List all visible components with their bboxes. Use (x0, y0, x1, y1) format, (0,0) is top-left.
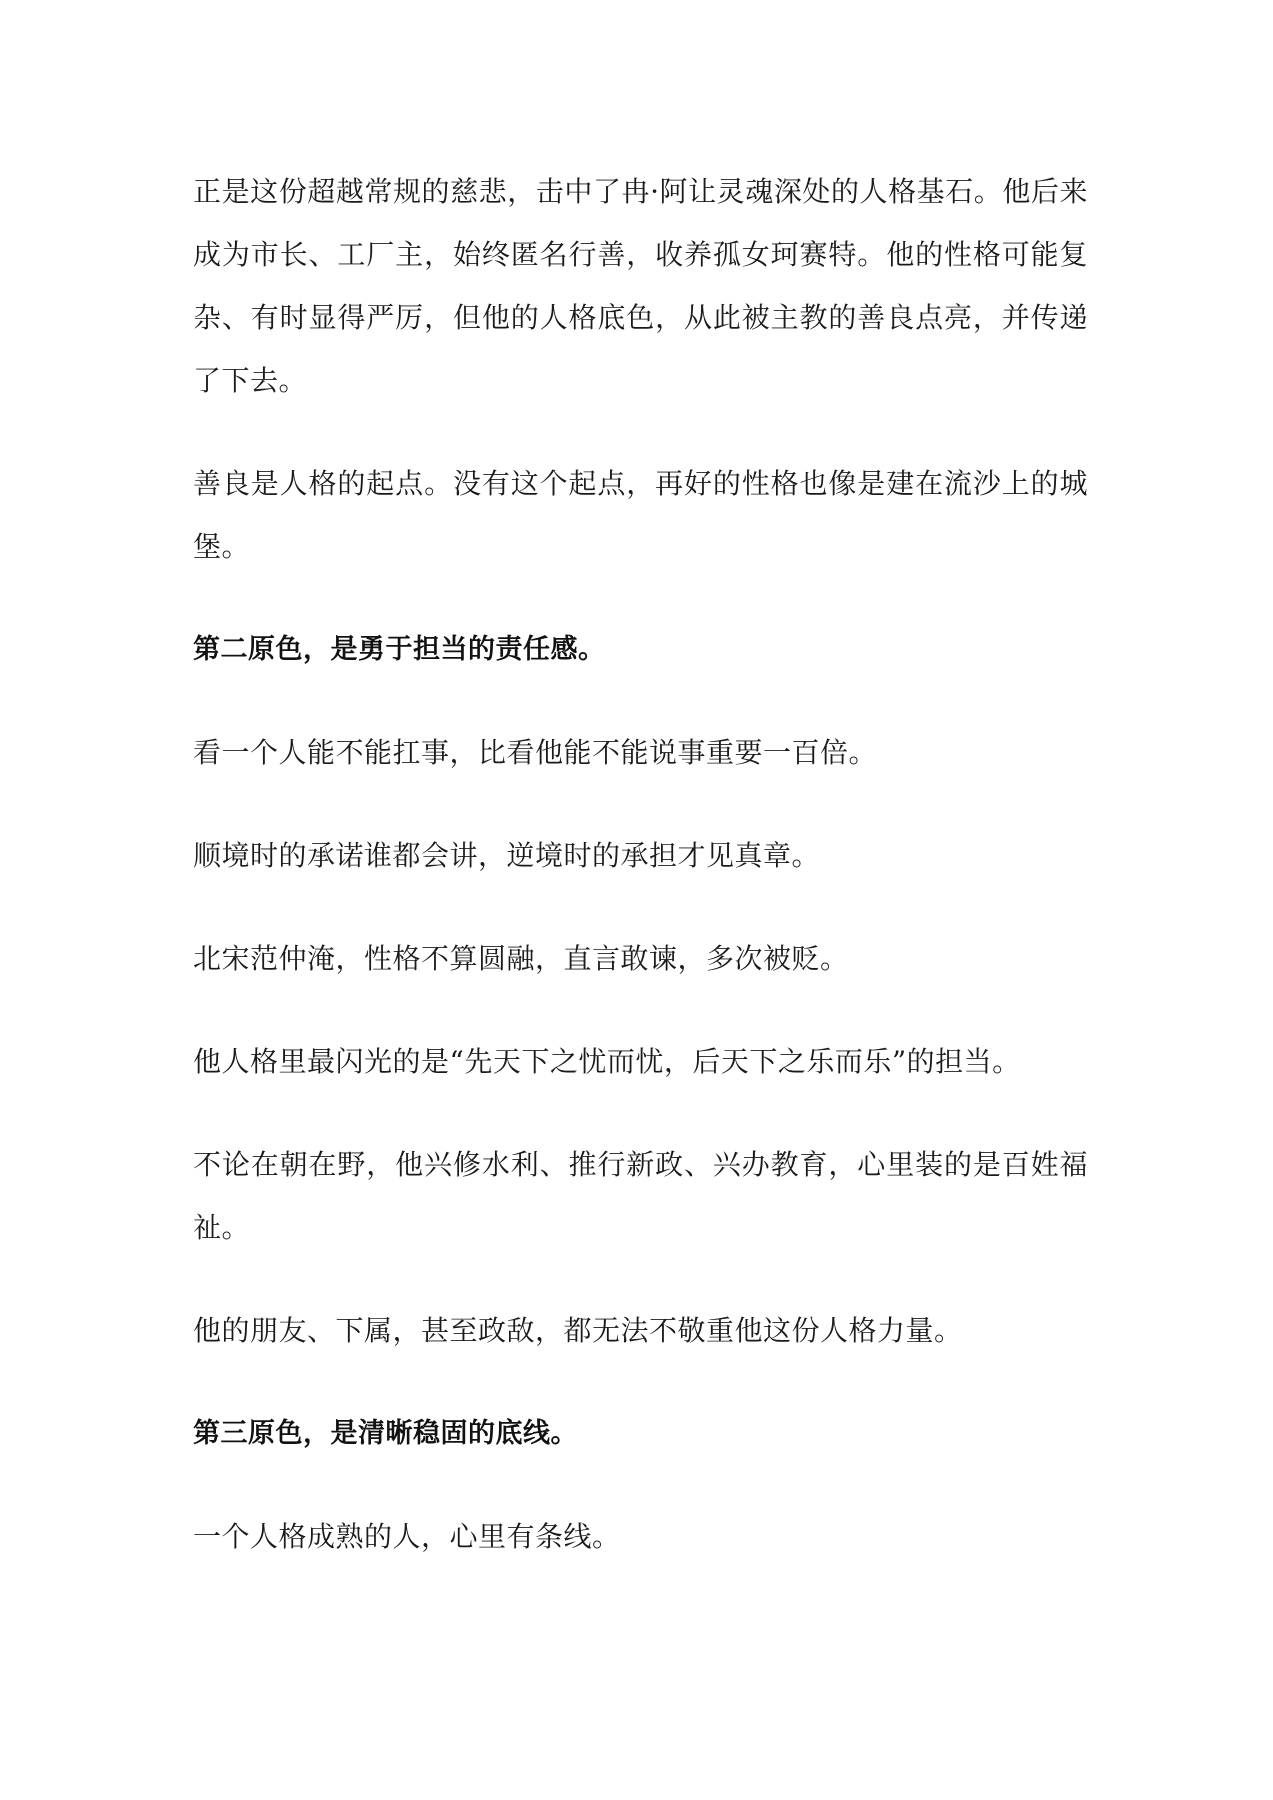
paragraph: 一个人格成熟的人，心里有条线。 (193, 1520, 621, 1553)
paragraph: 北宋范仲淹，性格不算圆融，直言敢谏，多次被贬。 (193, 942, 849, 975)
section-heading: 第三原色，是清晰稳固的底线。 (193, 1418, 578, 1449)
paragraph: 他的朋友、下属，甚至政敌，都无法不敬重他这份人格力量。 (193, 1314, 963, 1347)
paragraph: 顺境时的承诺谁都会讲，逆境时的承担才见真章。 (193, 839, 821, 872)
section-heading: 第二原色，是勇于担当的责任感。 (193, 634, 606, 665)
paragraph: 他人格里最闪光的是“先天下之忧而忧，后天下之乐而乐”的担当。 (193, 1045, 1021, 1078)
paragraph: 正是这份超越常规的慈悲，击中了冉·阿让灵魂深处的人格基石。他后来成为市长、工厂主，始终匿名行善，收养孤女珂赛特。他的性格可能复杂、有时显得严厉，但他的人格底色，从此被主教的善良点亮，并传递了下去。 (193, 175, 1088, 397)
paragraph: 不论在朝在野，他兴修水利、推行新政、兴办教育，心里装的是百姓福祉。 (193, 1148, 1088, 1244)
paragraph: 看一个人能不能扛事，比看他能不能说事重要一百倍。 (193, 736, 878, 769)
document-body (193, 160, 1088, 1608)
paragraph: 善良是人格的起点。没有这个起点，再好的性格也像是建在流沙上的城堡。 (193, 467, 1088, 563)
